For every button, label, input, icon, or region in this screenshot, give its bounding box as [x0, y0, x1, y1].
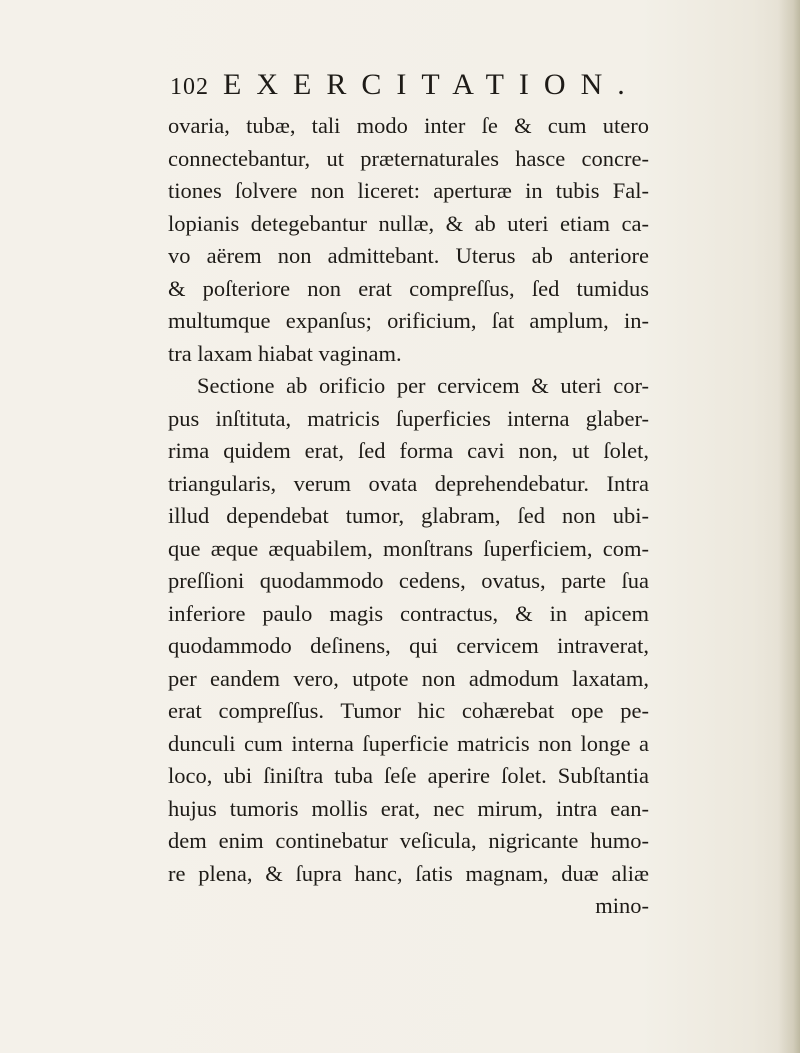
text-line: inferiore paulo magis contractus, & in apicem: [168, 600, 649, 626]
text-line: loco, ubi ſiniſtra tuba ſeſe aperire ſolet. Subſtantia: [168, 763, 649, 788]
text-line: que æque æquabilem, monſtrans ſuperficiem, com-: [168, 535, 649, 561]
text-line: & poſteriore non erat compreſſus, ſed tumidus: [168, 275, 649, 301]
text-line: pus inſtituta, matricis ſuperficies interna glaber-: [168, 405, 649, 431]
page-header: [170, 68, 640, 108]
text-line: multumque expanſus; orificium, ſat amplum, in-: [168, 308, 649, 333]
text-line: erat compreſſus. Tumor hic cohærebat ope pe-: [168, 698, 649, 723]
text-line: preſſioni quodammodo cedens, ovatus, parte ſua: [168, 568, 649, 593]
text-line: tiones ſolvere non liceret: aperturæ in tubis Fal-: [168, 178, 649, 203]
text-line: vo aërem non admittebant. Uterus ab anteriore: [168, 243, 649, 268]
text-line: per eandem vero, utpote non admodum laxatam,: [168, 665, 649, 691]
catchword: mino-: [595, 893, 649, 918]
text-line: dunculi cum interna ſuperficie matricis non longe a: [168, 730, 649, 756]
text-line: ovaria, tubæ, tali modo inter ſe & cum utero: [168, 113, 649, 138]
text-line: connectebantur, ut præternaturales hasce concre-: [168, 145, 649, 171]
text-line: hujus tumoris mollis erat, nec mirum, intra ean-: [168, 795, 649, 821]
text-line: dem enim continebatur veſicula, nigricante humo-: [168, 828, 649, 853]
text-line: triangularis, verum ovata deprehendebatur. Intra: [168, 470, 649, 496]
text-line: tra laxam hiabat vaginam.: [168, 340, 402, 366]
text-line: re plena, & ſupra hanc, ſatis magnam, duæ aliæ: [168, 860, 649, 886]
text-line: rima quidem erat, ſed forma cavi non, ut ſolet,: [168, 438, 649, 463]
text-line: illud dependebat tumor, glabram, ſed non ubi-: [168, 503, 649, 528]
text-line: lopianis detegebantur nullæ, & ab uteri etiam ca-: [168, 210, 649, 236]
page-number: 102: [170, 74, 209, 100]
page-edge-shadow: [778, 0, 800, 1053]
running-head: EXERCITATION.: [223, 68, 640, 101]
body-text: [168, 110, 649, 923]
text-line-paragraph-start: Sectione ab orificio per cervicem & uteri cor-: [197, 373, 649, 398]
text-line: quodammodo deſinens, qui cervicem intraverat,: [168, 633, 649, 658]
